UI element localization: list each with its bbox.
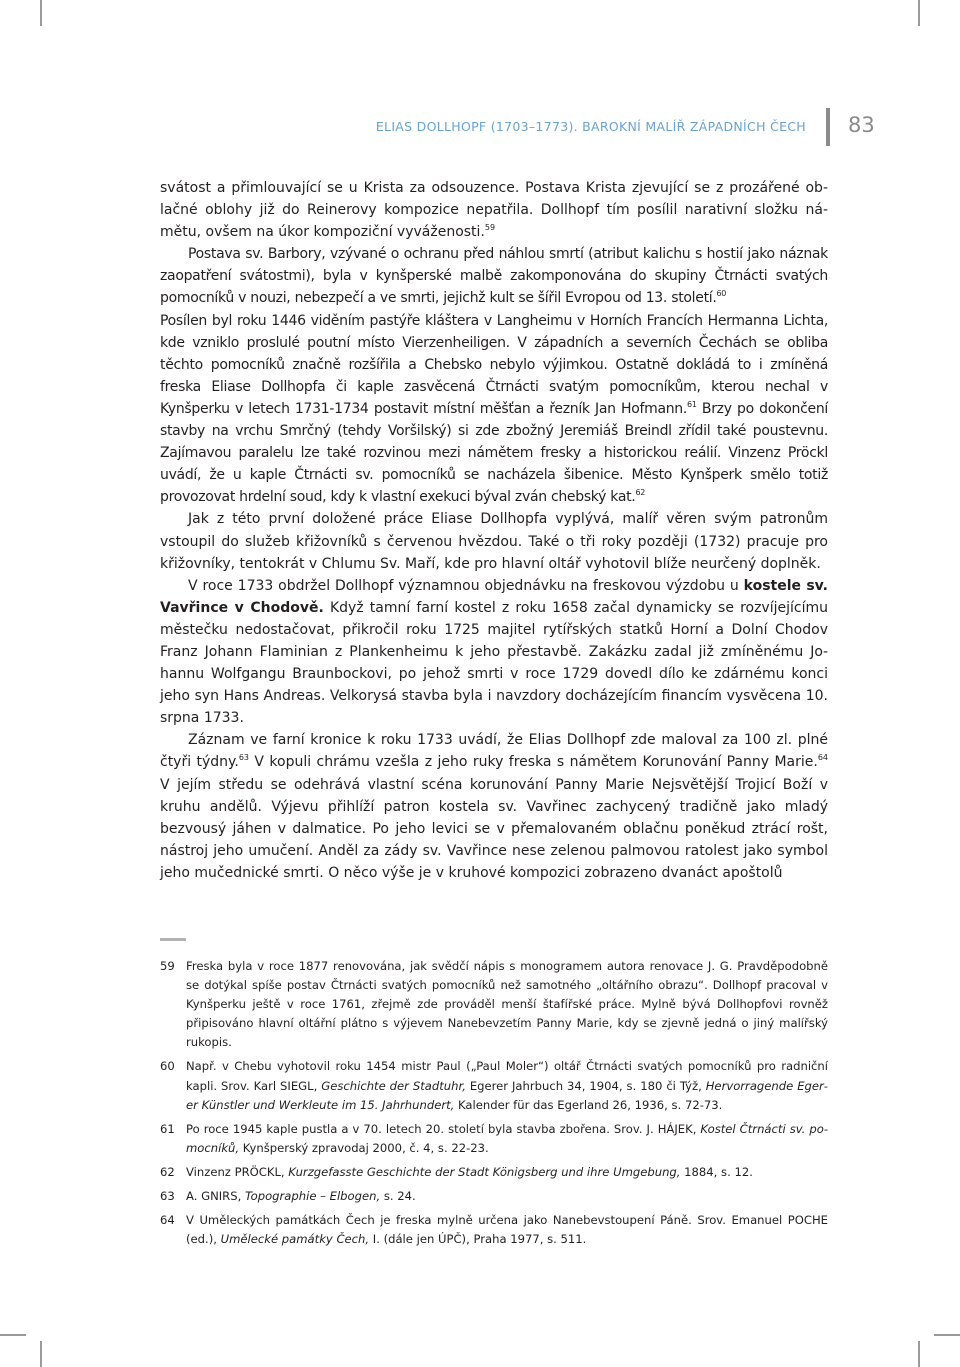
- body-text: [160, 177, 828, 884]
- citation-title: Geschichte der Stadtuhr,: [321, 1078, 466, 1093]
- crop-mark: [40, 1341, 42, 1367]
- citation-title: Hervorragende Egerer Künstler und Werkleute im 15. Jahrhundert,: [186, 1078, 828, 1112]
- footnote-number: 64: [160, 1213, 175, 1228]
- crop-mark: [0, 1334, 26, 1336]
- footnote-number: 62: [160, 1164, 175, 1179]
- footnote-text: Po roce 1945 kaple pustla a v 70. letech 20. století byla stavba zbořena. Srov. J. HÁJEK,: [186, 1121, 701, 1136]
- footnote: [160, 1057, 828, 1114]
- paragraph-text: Postava sv. Barbory, vzývané o ochranu před náhlou smrtí (atribut kalichu s hostií jako náznak zaopatření svátostmi), byla v kynšperské malbě zakomponována do skupiny Čtrnácti svatých pomocníků v nouzi, nebezpečí a ve smrti, jejichž kult se šířil Evropou od 13. století.: [160, 246, 828, 307]
- footnote: [160, 957, 828, 1052]
- footnote-ref[interactable]: 64: [817, 753, 828, 763]
- citation-title: Umělecké památky Čech,: [220, 1232, 370, 1247]
- paragraph-text: Brzy po dokončení stavby na vrchu Smrčný (tehdy Voršilský) si zde zbožný Jeremiáš Breindl zřídil také poustevnu. Zajímavou paralelu lze také rozvinou mezi námětem fresky a historickou reálií. Vinzenz Pröckl uvádí, že u kaple Čtrnácti sv. pomocníků se nacházela šibenice. Město Kynšperk smělo totiž provozovat hrdelní soud, kdy k vlastní exekuci býval zván chebský kat.: [160, 400, 828, 506]
- footnote-number: 59: [160, 959, 175, 973]
- footnote-text: Např. v Chebu vyhotovil roku 1454 mistr Paul („Paul Moler“) oltář Čtrnácti svatých pomocníků pro radniční kapli. Srov. Karl SIEGL,: [186, 1059, 828, 1093]
- church-name: kostele sv. Vavřince v Chodově.: [160, 577, 828, 616]
- paragraph: [160, 177, 828, 243]
- footnote-text: V Uměleckých památkách Čech je freska mylně určena jako Nanebevstoupení Páně. Srov. Emanuel POCHE (ed.),: [186, 1213, 828, 1247]
- footnote: [160, 1163, 828, 1182]
- footnote-number: 60: [160, 1059, 175, 1074]
- footnote-ref[interactable]: 63: [238, 753, 249, 763]
- footnote-number: 63: [160, 1189, 175, 1204]
- footnotes: [160, 957, 828, 1254]
- citation-title: Kurzgefasste Geschichte der Stadt Königsberg und ihre Umgebung,: [288, 1164, 681, 1179]
- footnote-text: I. (dále jen ÚPČ), Praha 1977, s. 511.: [369, 1232, 587, 1247]
- footnote-divider: [160, 938, 186, 941]
- footnote-text: Vinzenz PRÖCKL,: [186, 1164, 289, 1179]
- footnote-text: A. GNIRS,: [186, 1189, 245, 1204]
- crop-mark: [934, 1334, 960, 1336]
- footnote-ref[interactable]: 59: [484, 223, 496, 233]
- paragraph-text: svátost a přimlouvající se u Krista za odsouzence. Postava Krista zjevující se z prozářené oblačné oblohy již do Reinerovy kompozice nepatřila. Dollhopf tím posílil narativní složku námětu, ovšem na úkor kompoziční vyváženosti.: [160, 180, 828, 241]
- footnote: [160, 1120, 828, 1158]
- footnote-text: Freska byla v roce 1877 renovována, jak svědčí nápis s monogramem autora renovace J. G. Pravděpodobně se dotýkal spíše postav Čtrnácti svatých pomocníků než samotného „oltářního obrazu“. Dollhopf pracoval v Kynšperku ještě v roce 1761, zřejmě zde prováděl menší štafířské práce. Mylně bývá Dollhopfovi rovněž připisováno hlavní oltářní plátno s výjevem Nanebevzetím Panny Marie, kdy se zjevně jedná o jiný malířský rukopis.: [186, 959, 828, 1050]
- footnote-ref[interactable]: 60: [716, 289, 727, 299]
- footnote-text: s. 24.: [380, 1189, 416, 1204]
- footnote: [160, 1211, 828, 1249]
- paragraph-text: Posílen byl roku 1446 viděním pastýře kláštera v Langheimu v Horních Francích Hermanna Lichta, kde vzniklo proslulé poutní místo Vierzenheiligen. V západních a severních Čechách se obliba těchto pomocníků značně rozšířila a Chebsko nebylo výjimkou. Ostatně dokládá to i zmíněná freska Eliase Dollhopfa či kaple zasvěcená Čtrnácti svatým pomocníkům, kterou nechal v Kynšperku v letech 1731-1734 postavit místní měšťan a řezník Jan Hofmann.: [160, 312, 828, 417]
- crop-mark: [918, 0, 920, 26]
- footnote-number: 61: [160, 1121, 175, 1136]
- paragraph-text: V roce 1733 obdržel Dollhopf významnou objednávku na freskovou výzdobu u: [188, 577, 744, 594]
- footnote-text: 1884, s. 12.: [680, 1164, 753, 1179]
- paragraph-text: Když tamní farní kostel z roku 1658 začal dynamicky se rozvíjejícímu městečku nedostačovat, přikročil roku 1725 majitel rytířských statků Horní a Dolní Chodov Franz Johann Flaminian z Plankenheimu k jeho přestavbě. Zakázku zadal již zmíněnému Johannu Wolfgangu Braunbockovi, po jehož smrti v roce 1729 dovedl dílo ke zdárnému konci jeho syn Hans Andreas. Velkorysá stavba byla i navzdory docházejícím financím vysvěcena 10. srpna 1733.: [160, 599, 828, 727]
- page-number: 83: [848, 113, 875, 137]
- paragraph: [160, 243, 828, 508]
- citation-title: Topographie – Elbogen,: [244, 1189, 381, 1204]
- crop-mark: [918, 1341, 920, 1367]
- footnote-text: Egerer Jahrbuch 34, 1904, s. 180 či Týž,: [465, 1078, 706, 1093]
- paragraph-text: V kopuli chrámu vzešla z jeho ruky freska s námětem Korunování Panny Marie.: [249, 754, 818, 771]
- footnote: [160, 1187, 828, 1206]
- footnote-text: Kalender für das Egerland 26, 1936, s. 72-73.: [454, 1097, 723, 1112]
- paragraph-text: Záznam ve farní kronice k roku 1733 uvádí, že Elias Dollhopf zde maloval za 100 zl. plné čtyři týdny.: [160, 732, 828, 771]
- crop-mark: [40, 0, 42, 26]
- citation-title: Kostel Čtrnácti sv. pomocníků,: [186, 1121, 828, 1155]
- paragraph-text: V jejím středu se odehrává vlastní scéna korunování Panny Marie Nejsvětější Trojicí Boží v kruhu andělů. Výjevu přihlíží patron kostela sv. Vavřinec zachycený tradičně jako mladý bezvousý jáhen v dalmatice. Po jeho levici se v přemalovaném oblačnu poněkud ztrácí rošt, nástroj jeho umučení. Anděl za zády sv. Vavřince nese zelenou palmovou ratolest jako symbol jeho mučednické smrti. O něco výše je v kruhové kompozici zobrazeno dvanáct apoštolů: [160, 776, 828, 881]
- paragraph: [160, 729, 828, 884]
- header-divider: [826, 108, 830, 146]
- footnote-ref[interactable]: 62: [635, 488, 646, 498]
- footnote-ref[interactable]: 61: [687, 399, 697, 409]
- running-head: ELIAS DOLLHOPF (1703–1773). BAROKNÍ MALÍŘ ZÁPADNÍCH ČECH: [375, 119, 806, 134]
- paragraph: [160, 575, 828, 730]
- footnote-text: Kynšperský zpravodaj 2000, č. 4, s. 22-23.: [239, 1140, 489, 1155]
- paragraph: Jak z této první doložené práce Eliase Dollhopfa vyplývá, malíř věren svým patronům vstoupil do služeb křižovníků s červenou hvězdou. Také o tři roky později (1732) pracuje pro křižovníky, tentokrát v Chlumu Sv. Maří, kde pro hlavní oltář vyhotovil blíže neurčený doplněk.: [160, 511, 828, 572]
